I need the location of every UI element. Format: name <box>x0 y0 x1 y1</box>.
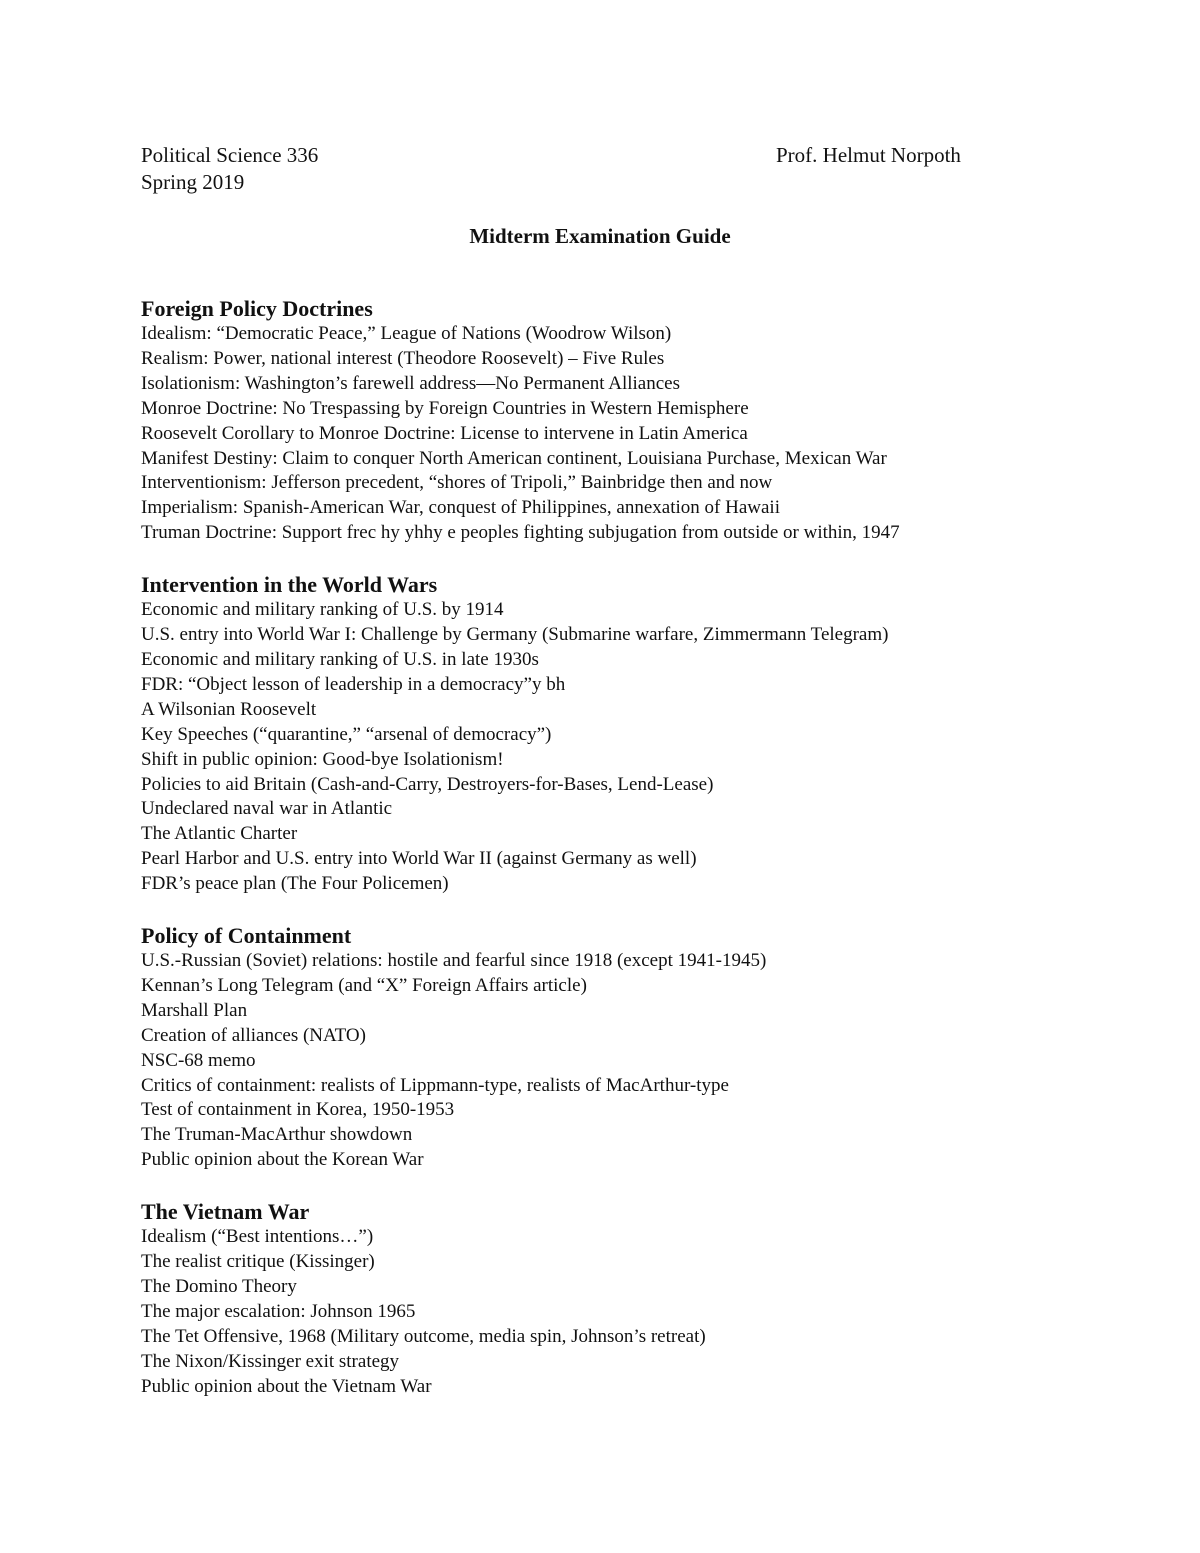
guide-item: Roosevelt Corollary to Monroe Doctrine: License to intervene in Latin America <box>141 422 748 444</box>
section-policy-of-containment <box>141 922 1141 1173</box>
guide-item: Shift in public opinion: Good-bye Isolationism! <box>141 748 504 770</box>
guide-item: Monroe Doctrine: No Trespassing by Foreign Countries in Western Hemisphere <box>141 397 749 419</box>
guide-item: Isolationism: Washington’s farewell address—No Permanent Alliances <box>141 372 680 394</box>
guide-item: The major escalation: Johnson 1965 <box>141 1300 416 1322</box>
section-heading: The Vietnam War <box>141 1199 310 1225</box>
guide-item: U.S. entry into World War I: Challenge by Germany (Submarine warfare, Zimmermann Telegram) <box>141 624 889 646</box>
guide-item: Test of containment in Korea, 1950-1953 <box>141 1099 455 1121</box>
guide-item: Policies to aid Britain (Cash-and-Carry, Destroyers-for-Bases, Lend-Lease) <box>141 773 714 795</box>
section-heading: Foreign Policy Doctrines <box>141 296 373 321</box>
section-intervention-in-the-world-wars <box>141 571 1141 897</box>
guide-item: Creation of alliances (NATO) <box>141 1024 366 1046</box>
course-term: Spring 2019 <box>141 170 245 194</box>
guide-item: U.S.-Russian (Soviet) relations: hostile and fearful since 1918 (except 1941-1945) <box>141 950 767 972</box>
guide-item: Interventionism: Jefferson precedent, “shores of Tripoli,” Bainbridge then and now <box>141 472 773 494</box>
guide-item: Truman Doctrine: Support frec hy yhhy e peoples fighting subjugation from outside or within, 1947 <box>141 522 900 544</box>
section-foreign-policy-doctrines <box>141 295 1141 546</box>
guide-item: The Nixon/Kissinger exit strategy <box>141 1350 400 1372</box>
guide-item: Manifest Destiny: Claim to conquer North American continent, Louisiana Purchase, Mexican War <box>141 447 887 469</box>
section-heading: Policy of Containment <box>141 923 352 949</box>
section-heading: Intervention in the World Wars <box>141 572 438 598</box>
guide-item: Public opinion about the Korean War <box>141 1149 424 1171</box>
guide-item: Idealism (“Best intentions…”) <box>141 1226 374 1248</box>
guide-item: Critics of containment: realists of Lippmann-type, realists of MacArthur-type <box>141 1074 729 1096</box>
guide-item: Key Speeches (“quarantine,” “arsenal of democracy”) <box>141 723 552 745</box>
guide-item: Idealism: “Democratic Peace,” League of Nations (Woodrow Wilson) <box>141 323 672 344</box>
section-the-vietnam-war <box>141 1198 1141 1399</box>
guide-item: The Truman-MacArthur showdown <box>141 1124 413 1146</box>
guide-item: Undeclared naval war in Atlantic <box>141 798 393 820</box>
guide-item: A Wilsonian Roosevelt <box>141 698 317 720</box>
course-name: Political Science 336 <box>141 143 319 167</box>
header-left <box>141 142 318 196</box>
guide-item: Imperialism: Spanish-American War, conquest of Philippines, annexation of Hawaii <box>141 497 780 519</box>
guide-item: The Domino Theory <box>141 1276 297 1297</box>
guide-item: Kennan’s Long Telegram (and “X” Foreign Affairs article) <box>141 974 587 996</box>
guide-item: Economic and military ranking of U.S. in late 1930s <box>141 648 539 670</box>
professor-name: Prof. Helmut Norpoth <box>776 143 961 167</box>
guide-item: Realism: Power, national interest (Theodore Roosevelt) – Five Rules <box>141 347 665 369</box>
guide-item: The Tet Offensive, 1968 (Military outcome, media spin, Johnson’s retreat) <box>141 1325 706 1347</box>
guide-item: The realist critique (Kissinger) <box>141 1251 375 1273</box>
guide-item: Marshall Plan <box>141 999 248 1021</box>
document-title: Midterm Examination Guide <box>469 224 731 248</box>
guide-item: FDR’s peace plan (The Four Policemen) <box>141 873 449 895</box>
guide-item: Economic and military ranking of U.S. by 1914 <box>141 599 504 621</box>
guide-content <box>141 295 1141 1425</box>
guide-item: FDR: “Object lesson of leadership in a democracy”y bh <box>141 673 566 695</box>
guide-item: The Atlantic Charter <box>141 823 298 845</box>
guide-item: Public opinion about the Vietnam War <box>141 1375 432 1397</box>
guide-item: Pearl Harbor and U.S. entry into World War II (against Germany as well) <box>141 848 697 870</box>
guide-item: NSC-68 memo <box>141 1049 256 1071</box>
